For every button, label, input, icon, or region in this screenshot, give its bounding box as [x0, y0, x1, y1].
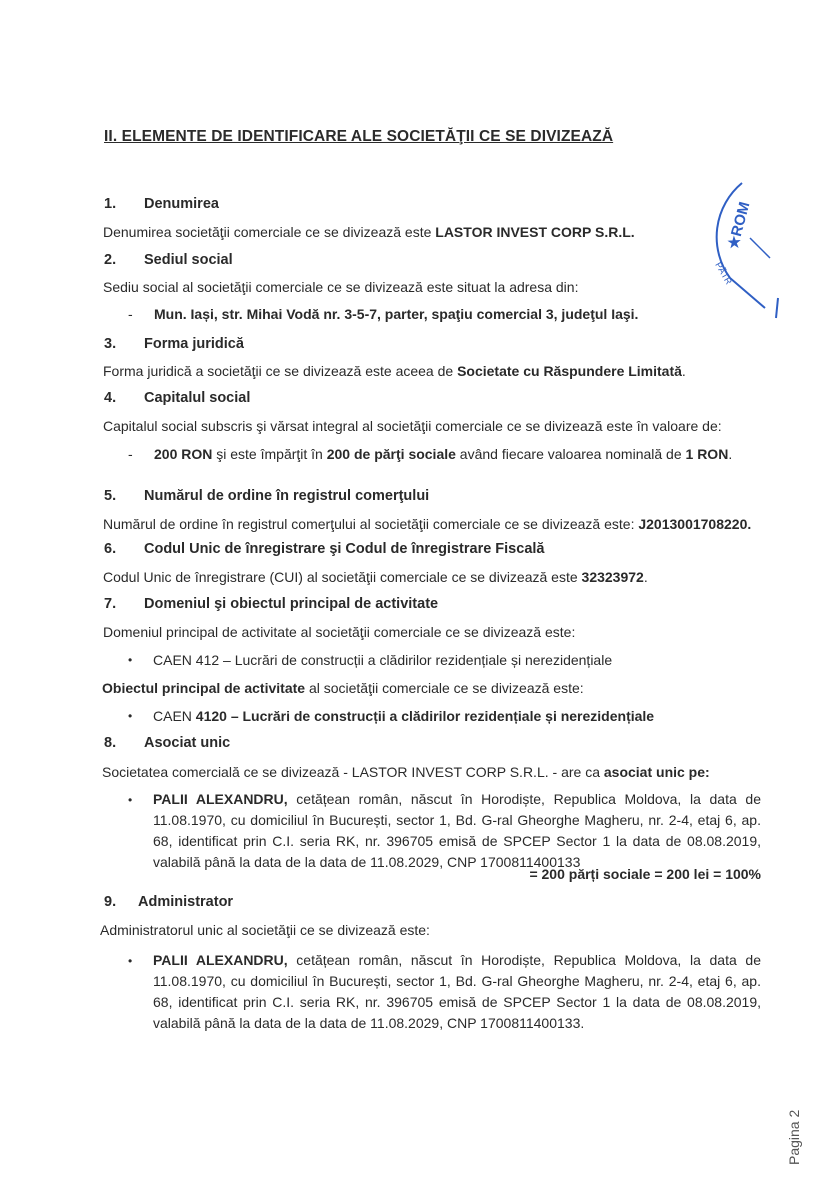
main-object-label: Obiectul principal de activitate: [102, 680, 306, 696]
section-title-text: Forma juridică: [144, 336, 244, 352]
administrator-description: cetățean român, născut în Horodiște, Republica Moldova, la data de 11.08.1970, cu domiciliul în București, sector 1, Bd. G-ral Gheorghe Magheru, nr. 2-4, etaj 6, ap. 68, identificat prin C.I. seria RK, nr. 396705 emisă de SPCEP Sector 1 la data de 08.08.2019, valabilă până la data de la data de 11.08.2029, CNP 1700811400133.: [153, 952, 761, 1031]
caen-object: [153, 708, 654, 724]
section-number: 6.: [104, 541, 117, 557]
company-name: LASTOR INVEST CORP S.R.L.: [435, 224, 635, 240]
section-3-heading: [104, 336, 244, 352]
section-8-text: [102, 764, 710, 780]
section-8-heading: [104, 735, 230, 751]
section-number: 5.: [104, 488, 117, 504]
section-number: 9.: [104, 894, 117, 910]
caen-object-code: 4120 – Lucrări de construcții a clădirilor rezidențiale și nerezidențiale: [195, 708, 655, 724]
share-summary: = 200 părți sociale = 200 lei = 100%: [529, 866, 761, 882]
page-number: Pagina 2: [786, 1109, 802, 1165]
stamp-subtext: PĂTR: [713, 260, 734, 287]
dash-bullet: -: [128, 446, 133, 462]
section-title-text: Asociat unic: [144, 735, 231, 751]
section-4-heading: [104, 390, 250, 406]
section-number: 4.: [104, 390, 117, 406]
capital-text: având fiecare valoarea nominală de: [455, 446, 686, 462]
section-2-heading: [104, 252, 233, 268]
stamp-text: ★ROM: [724, 200, 754, 252]
main-object-rest: al societăţii comerciale ce se divizează este:: [305, 680, 584, 696]
section-number: 8.: [104, 735, 117, 751]
shares-count: 200 de părţi sociale: [326, 446, 456, 462]
associate-label: Societatea comercială ce se divizează - LASTOR INVEST CORP S.R.L. - are ca: [102, 764, 604, 780]
period: .: [681, 363, 686, 379]
period: .: [643, 569, 648, 585]
registry-number: J2013001708220.: [638, 516, 752, 532]
capital-details: [154, 446, 732, 462]
capital-amount: 200 RON: [154, 446, 213, 462]
dot-bullet: •: [128, 954, 133, 968]
company-name-label: Denumirea societăţii comerciale ce se divizează este: [103, 224, 436, 240]
section-number: 3.: [104, 336, 117, 352]
section-2-text: Sediu social al societăţii comerciale ce se divizează este situat la adresa din:: [103, 279, 579, 295]
section-title-text: Capitalul social: [144, 390, 251, 406]
section-7-text: Domeniul principal de activitate al societăţii comerciale ce se divizează este:: [103, 624, 576, 640]
cui-label: Codul Unic de înregistrare (CUI) al societăţii comerciale ce se divizează este: [103, 569, 582, 585]
associate-label-bold: asociat unic pe:: [603, 764, 710, 780]
dot-bullet: •: [128, 653, 133, 667]
section-1-heading: [104, 196, 219, 212]
cui-number: 32323972: [581, 569, 644, 585]
nominal-value: 1 RON: [685, 446, 729, 462]
section-1-text: [103, 224, 635, 240]
section-title-text: Codul Unic de înregistrare şi Codul de înregistrare Fiscală: [144, 541, 545, 557]
address: Mun. Iași, str. Mihai Vodă nr. 3-5-7, parter, spaţiu comercial 3, judeţul Iaşi.: [154, 306, 639, 322]
section-title-text: Domeniul şi obiectul principal de activitate: [144, 596, 439, 612]
section-title: II. ELEMENTE DE IDENTIFICARE ALE SOCIETĂŢII CE SE DIVIZEAZĂ: [104, 128, 614, 145]
section-title-text: Denumirea: [144, 196, 219, 212]
official-stamp: [690, 178, 800, 328]
legal-form: Societate cu Răspundere Limitată: [457, 363, 682, 379]
main-object-text: [102, 680, 584, 696]
dash-bullet: -: [128, 306, 133, 322]
dot-bullet: •: [128, 709, 133, 723]
period: .: [728, 446, 733, 462]
legal-form-label: Forma juridică a societăţii ce se divizează este aceea de: [103, 363, 458, 379]
dot-bullet: •: [128, 793, 133, 807]
caen-prefix: CAEN: [153, 708, 196, 724]
associate-description: cetățean român, născut în Horodiște, Republica Moldova, la data de 11.08.1970, cu domiciliul în București, sector 1, Bd. G-ral Gheorghe Magheru, nr. 2-4, etaj 6, ap. 68, identificat prin C.I. seria RK, nr. 396705 emisă de SPCEP Sector 1 la data de 08.08.2019, valabilă până la data de la data de 11.08.2029, CNP 1700811400133: [153, 791, 761, 870]
administrator-details: [153, 950, 761, 1034]
section-title-text: Numărul de ordine în registrul comerţului: [144, 488, 430, 504]
section-title-text: Sediul social: [144, 252, 233, 268]
section-4-text: Capitalul social subscris şi vărsat integral al societăţii comerciale ce se divizează este în valoare de:: [103, 418, 722, 434]
section-3-text: [103, 363, 686, 379]
associate-details: [153, 789, 761, 873]
section-7-heading: [104, 596, 438, 612]
section-5-text: [103, 516, 751, 532]
registry-label: Numărul de ordine în registrul comerţului al societăţii comerciale ce se divizează este:: [103, 516, 639, 532]
section-5-heading: [104, 488, 429, 504]
caen-domain: CAEN 412 – Lucrări de construcții a clădirilor rezidențiale și nerezidențiale: [153, 652, 613, 668]
section-number: 2.: [104, 252, 117, 268]
section-number: 7.: [104, 596, 117, 612]
capital-text: şi este împărţit în: [212, 446, 327, 462]
section-9-text: Administratorul unic al societăţii ce se divizează este:: [100, 922, 430, 938]
section-number: 1.: [104, 196, 117, 212]
section-9-heading: [104, 894, 233, 910]
associate-name: PALII ALEXANDRU,: [153, 791, 288, 807]
section-6-heading: [104, 541, 544, 557]
administrator-name: PALII ALEXANDRU,: [153, 952, 288, 968]
section-title-text: Administrator: [138, 894, 234, 910]
section-6-text: [103, 569, 648, 585]
